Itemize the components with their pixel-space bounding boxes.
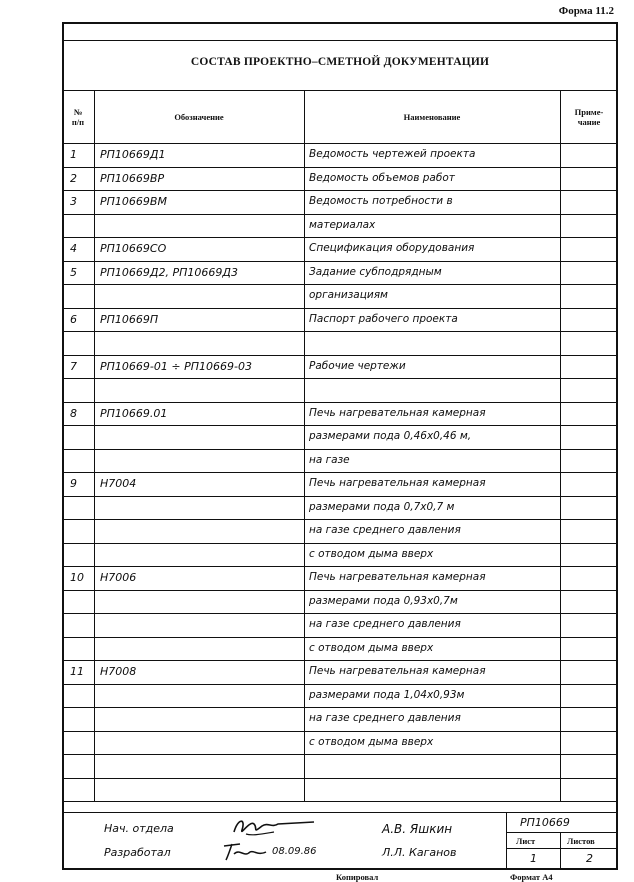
row-number: 10 [70, 571, 84, 584]
row-name: на газе [309, 453, 350, 466]
row-name: размерами пода 0,46х0,46 м, [309, 430, 472, 442]
stamp-sheet-label: Лист [516, 836, 536, 846]
header-bottom-line [62, 143, 618, 144]
column-divider [94, 90, 95, 801]
stamp-name-developer: Л.Л. Каганов [382, 846, 457, 859]
row-line [62, 237, 618, 238]
row-designation: РП10669-01 ÷ РП10669-03 [100, 359, 252, 373]
row-line [62, 378, 618, 379]
row-designation: Н7008 [100, 665, 137, 678]
row-name: размерами пода 0,93х0,7м [309, 594, 458, 607]
stamp-sheet-divider [560, 832, 561, 870]
header-designation: Обозначение [174, 111, 224, 122]
row-line [62, 402, 618, 403]
row-line [62, 731, 618, 732]
row-name: Печь нагревательная камерная [309, 406, 486, 419]
row-line [62, 707, 618, 708]
row-designation: Н7004 [100, 477, 137, 490]
row-name: Печь нагревательная камерная [309, 477, 486, 489]
stamp-role-head: Нач. отдела [104, 822, 174, 835]
row-line [62, 355, 618, 356]
stamp-divider [506, 812, 507, 870]
signature-developer [220, 840, 270, 862]
stamp-name-head: А.В. Яшкин [382, 822, 453, 836]
row-number: 7 [70, 359, 77, 373]
row-number: 5 [70, 265, 77, 279]
footer-format: Формат А4 [510, 872, 553, 882]
stamp-sheets-label: Листов [567, 836, 595, 846]
row-designation: РП10669СО [100, 242, 167, 255]
row-line [62, 190, 618, 191]
row-number: 3 [70, 195, 77, 208]
footer-copied: Копировал [336, 872, 379, 882]
row-name: Паспорт рабочего проекта [309, 312, 458, 325]
stamp-doc-code: РП10669 [520, 816, 570, 829]
header-name: Наименование [403, 111, 461, 122]
stamp-date: 08.09.86 [272, 846, 317, 857]
page-title: СОСТАВ ПРОЕКТНО–СМЕТНОЙ ДОКУМЕНТАЦИИ [190, 56, 490, 68]
row-line [62, 425, 618, 426]
signature-head [228, 814, 318, 840]
row-line [62, 261, 618, 262]
row-line [62, 801, 618, 802]
row-name: материалах [309, 218, 376, 231]
stamp-sheet-line [506, 848, 618, 849]
column-divider [304, 90, 305, 801]
row-name: организациям [309, 289, 388, 301]
row-name: Ведомость объемов работ [309, 171, 455, 184]
row-designation: РП10669ВР [100, 171, 165, 185]
row-line [62, 449, 618, 450]
header-note: Приме- чание [574, 106, 604, 127]
stamp-code-line [506, 832, 618, 833]
row-line [62, 613, 618, 614]
row-line [62, 590, 618, 591]
row-designation: РП10669ВМ [100, 195, 167, 208]
row-line [62, 637, 618, 638]
row-name: Ведомость потребности в [309, 195, 453, 207]
row-line [62, 660, 618, 661]
row-name: на газе среднего давления [309, 712, 461, 724]
row-number: 8 [70, 406, 77, 420]
row-name: с отводом дыма вверх [309, 735, 434, 748]
row-line [62, 496, 618, 497]
row-name: Ведомость чертежей проекта [309, 148, 476, 160]
row-name: Спецификация оборудования [309, 242, 475, 254]
row-number: 2 [70, 171, 77, 185]
row-name: с отводом дыма вверх [309, 547, 434, 560]
row-name: размерами пода 0,7х0,7 м [309, 500, 455, 513]
row-designation: РП10669Д1 [100, 148, 166, 161]
row-line [62, 472, 618, 473]
row-name: на газе среднего давления [309, 524, 461, 536]
row-number: 11 [70, 665, 84, 678]
row-name: на газе среднего давления [309, 618, 461, 630]
row-line [62, 566, 618, 567]
table-top-line [62, 90, 618, 91]
row-line [62, 754, 618, 755]
stamp-role-developer: Разработал [104, 846, 171, 859]
row-line [62, 284, 618, 285]
row-name: Рабочие чертежи [309, 359, 406, 372]
row-name: Задание субподрядным [309, 265, 442, 278]
row-name: Печь нагревательная камерная [309, 571, 486, 583]
row-line [62, 778, 618, 779]
row-line [62, 214, 618, 215]
row-number: 4 [70, 242, 77, 255]
stamp-sheet-value: 1 [530, 852, 537, 865]
row-designation: РП10669.01 [100, 406, 168, 420]
row-designation: РП10669П [100, 312, 159, 326]
row-line [62, 167, 618, 168]
title-top-line [62, 40, 618, 41]
row-line [62, 684, 618, 685]
row-line [62, 308, 618, 309]
header-number: № п/п [71, 106, 85, 127]
row-number: 9 [70, 477, 77, 490]
row-line [62, 543, 618, 544]
stamp-top-line [62, 812, 618, 813]
column-divider [560, 90, 561, 801]
row-number: 6 [70, 312, 77, 326]
row-line [62, 519, 618, 520]
row-name: Печь нагревательная камерная [309, 665, 486, 677]
form-label: Форма 11.2 [558, 5, 614, 17]
row-line [62, 331, 618, 332]
stamp-sheets-value: 2 [586, 852, 593, 865]
row-name: с отводом дыма вверх [309, 641, 434, 654]
row-designation: Н7006 [100, 571, 137, 584]
row-name: размерами пода 1,04х0,93м [309, 688, 465, 701]
row-number: 1 [70, 148, 77, 161]
row-designation: РП10669Д2, РП10669Д3 [100, 265, 238, 279]
